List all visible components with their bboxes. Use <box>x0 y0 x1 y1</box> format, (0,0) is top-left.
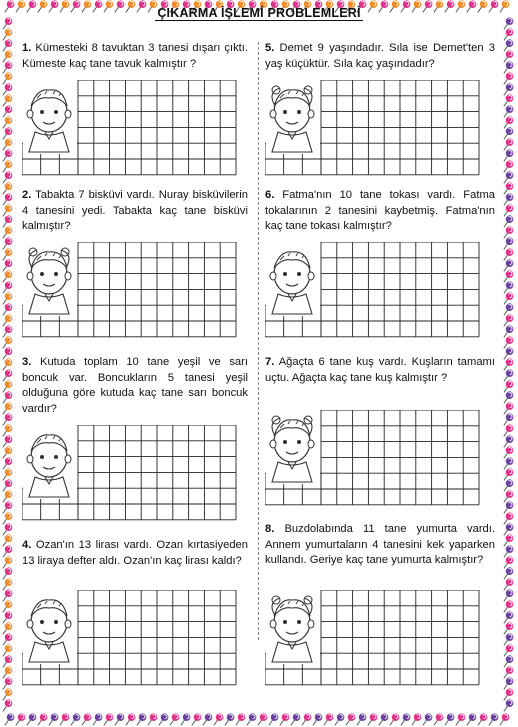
problem-number: 1. <box>22 42 32 54</box>
page-title-text: ÇIKARMA İŞLEMİ PROBLEMLERİ <box>157 6 361 20</box>
lollipop-icon <box>431 712 445 727</box>
boy-avatar-icon <box>266 244 320 316</box>
lollipop-icon <box>24 712 38 727</box>
lollipop-icon <box>321 712 335 727</box>
lollipop-icon <box>343 712 357 727</box>
answer-grid-5[interactable] <box>265 80 495 178</box>
lollipop-icon <box>46 712 60 727</box>
lollipop-icon <box>277 712 291 727</box>
problem-2 <box>22 188 248 235</box>
lollipop-icon <box>123 712 137 727</box>
boy-avatar-icon <box>23 82 77 154</box>
lollipop-icon <box>288 712 302 727</box>
lollipop-icon <box>200 712 214 727</box>
lollipop-icon <box>101 712 115 727</box>
lollipop-icon <box>310 712 324 727</box>
lollipop-icon <box>211 712 225 727</box>
lollipop-icon <box>222 712 236 727</box>
problem-text: Demet 9 yaşındadır. Sıla ise Demet'ten 3 yaş küçüktür. Sıla kaç yaşındadır? <box>265 42 495 70</box>
boy-avatar-icon <box>23 592 77 664</box>
lollipop-icon <box>453 712 467 727</box>
problem-number: 4. <box>22 539 32 551</box>
lollipop-icon <box>266 712 280 727</box>
answer-grid-7[interactable] <box>265 410 495 508</box>
lollipop-icon <box>68 712 82 727</box>
lollipop-icon <box>90 712 104 727</box>
problem-number: 8. <box>265 523 275 535</box>
girl-avatar-icon <box>266 592 320 664</box>
lollipop-icon <box>178 712 192 727</box>
lollipop-icon <box>255 712 269 727</box>
problem-8 <box>265 522 495 569</box>
lollipop-icon <box>167 712 181 727</box>
problem-4 <box>22 538 248 569</box>
lollipop-icon <box>497 712 511 727</box>
problem-text: Kutuda toplam 10 tane yeşil ve sarı boncuk var. Boncukların 5 tanesi yeşil olduğuna göre kutuda kaç tane sarı boncuk vardır? <box>22 356 248 415</box>
lollipop-icon <box>501 698 515 714</box>
problem-text: Tabakta 7 bisküvi vardı. Nuray bisküvilerin 4 tanesini yedi. Tabakta kaç tane bisküvi kalmıştır? <box>22 189 248 233</box>
lollipop-icon <box>299 712 313 727</box>
lollipop-icon <box>189 712 203 727</box>
lollipop-icon <box>332 712 346 727</box>
lollipop-icon <box>354 712 368 727</box>
problem-text: Kümesteki 8 tavuktan 3 tanesi dışarı çıktı. Kümeste kaç tane tavuk kalmıştır ? <box>22 42 249 70</box>
problem-text: Buzdolabında 11 tane yumurta vardı. Annem yumurtaların 4 tanesini kek yaparken kullandı. Geriye kaç tane yumurta kalmıştır? <box>265 523 495 567</box>
answer-grid-4[interactable] <box>22 590 248 688</box>
girl-avatar-icon <box>266 82 320 154</box>
lollipop-icon <box>244 712 258 727</box>
problem-text: Ozan'ın 13 lirası vardı. Ozan kırtasiyeden 13 liraya defter aldı. Ozan'ın kaç lirası kaldı? <box>22 539 248 567</box>
answer-grid-3[interactable] <box>22 425 248 523</box>
lollipop-icon <box>0 698 14 714</box>
lollipop-icon <box>387 712 401 727</box>
problem-number: 6. <box>265 189 275 201</box>
problem-7 <box>265 355 495 386</box>
lollipop-icon <box>57 712 71 727</box>
answer-grid-6[interactable] <box>265 242 495 340</box>
problem-number: 3. <box>22 356 32 368</box>
answer-grid-2[interactable] <box>22 242 248 340</box>
answer-grid-1[interactable] <box>22 80 248 178</box>
problem-3 <box>22 355 248 417</box>
column-divider <box>258 42 259 640</box>
lollipop-icon <box>376 712 390 727</box>
boy-avatar-icon <box>23 427 77 499</box>
problem-number: 5. <box>265 42 275 54</box>
lollipop-icon <box>2 712 16 727</box>
lollipop-icon <box>486 712 500 727</box>
lollipop-icon <box>464 712 478 727</box>
lollipop-icon <box>398 712 412 727</box>
girl-avatar-icon <box>23 244 77 316</box>
lollipop-icon <box>365 712 379 727</box>
page-title <box>0 6 518 20</box>
problem-1 <box>22 41 248 72</box>
lollipop-icon <box>13 712 27 727</box>
problem-text: Fatma'nın 10 tane tokası vardı. Fatma tokalarının 2 tanesini kaybetmiş. Fatma'nın kaç tane tokası kalmıştır? <box>265 189 496 233</box>
problem-6 <box>265 188 495 235</box>
lollipop-icon <box>35 712 49 727</box>
lollipop-icon <box>475 712 489 727</box>
lollipop-icon <box>112 712 126 727</box>
lollipop-icon <box>156 712 170 727</box>
problem-number: 7. <box>265 356 275 368</box>
lollipop-icon <box>134 712 148 727</box>
lollipop-icon <box>420 712 434 727</box>
answer-grid-8[interactable] <box>265 590 495 688</box>
lollipop-icon <box>409 712 423 727</box>
lollipop-icon <box>79 712 93 727</box>
problem-text: Ağaçta 6 tane kuş vardı. Kuşların tamamı uçtu. Ağaçta kaç tane kuş kalmıştır ? <box>265 356 495 384</box>
lollipop-icon <box>233 712 247 727</box>
problem-5 <box>265 41 495 72</box>
problem-number: 2. <box>22 189 32 201</box>
lollipop-icon <box>145 712 159 727</box>
lollipop-icon <box>442 712 456 727</box>
girl-avatar-icon <box>266 412 320 484</box>
